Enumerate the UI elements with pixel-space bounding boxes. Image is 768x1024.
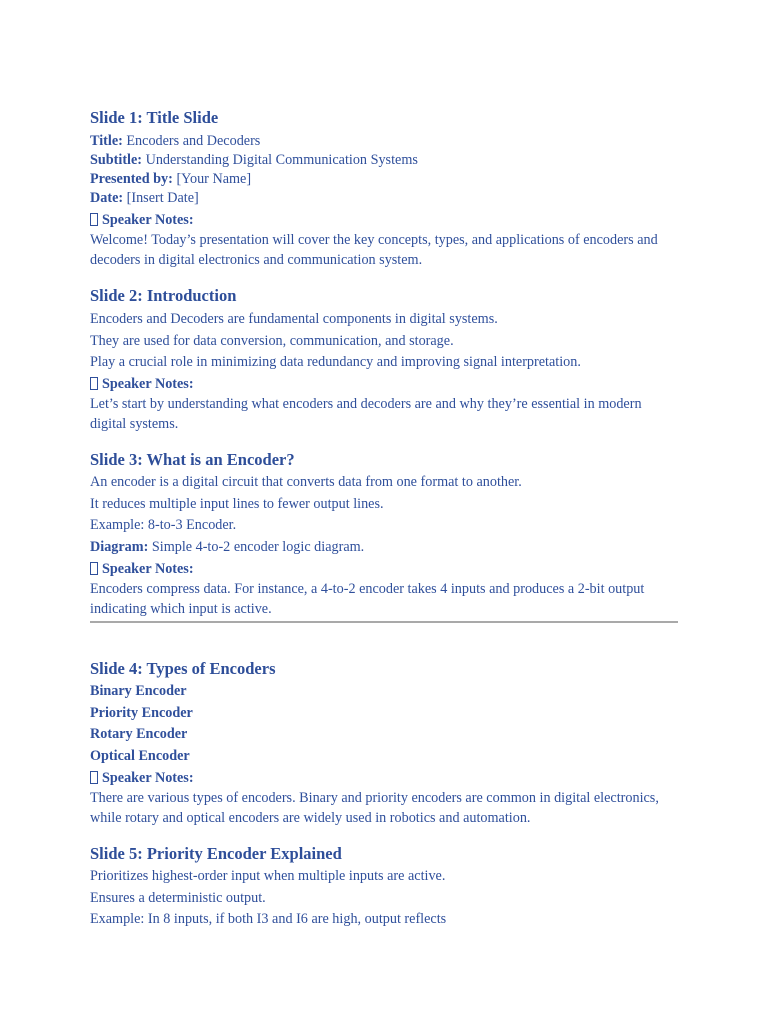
slide1-title-line bbox=[90, 132, 260, 152]
date-label: Date: bbox=[90, 190, 124, 206]
missing-glyph-icon bbox=[90, 213, 98, 226]
missing-glyph-icon bbox=[90, 377, 98, 390]
notes-label: Speaker Notes: bbox=[102, 770, 194, 786]
title-value: Encoders and Decoders bbox=[126, 133, 261, 149]
list-item: Rotary Encoder bbox=[90, 726, 188, 742]
slide2-notes-text: Let’s start by understanding what encoders and decoders are and why they’re essential in modern digital systems. bbox=[90, 396, 642, 432]
notes-label: Speaker Notes: bbox=[102, 376, 194, 392]
slide4-notes-label-line bbox=[90, 769, 194, 789]
slide2-heading: Slide 2: Introduction bbox=[90, 286, 237, 305]
slide3-notes-text: Encoders compress data. For instance, a 4-to-2 encoder takes 4 inputs and produces a 2-bit output indicating which input is active. bbox=[90, 581, 645, 617]
slide1-date-line bbox=[90, 189, 199, 209]
list-item: Play a crucial role in minimizing data redundancy and improving signal interpretation. bbox=[90, 354, 581, 370]
missing-glyph-icon bbox=[90, 562, 98, 575]
list-item: Priority Encoder bbox=[90, 705, 193, 721]
list-item: Binary Encoder bbox=[90, 683, 187, 699]
subtitle-value: Understanding Digital Communication Systems bbox=[145, 152, 418, 168]
diagram-label: Diagram: bbox=[90, 539, 149, 555]
slide1-presented-line bbox=[90, 170, 251, 190]
presented-label: Presented by: bbox=[90, 171, 173, 187]
diagram-value: Simple 4-to-2 encoder logic diagram. bbox=[151, 539, 365, 555]
list-item: An encoder is a digital circuit that converts data from one format to another. bbox=[90, 474, 522, 490]
list-item: Prioritizes highest-order input when multiple inputs are active. bbox=[90, 868, 446, 884]
list-item: Example: In 8 inputs, if both I3 and I6 are high, output reflects bbox=[90, 911, 447, 927]
slide4-heading: Slide 4: Types of Encoders bbox=[90, 659, 276, 678]
notes-label: Speaker Notes: bbox=[102, 212, 194, 228]
slide1-subtitle-line bbox=[90, 151, 418, 171]
slide4-notes-text: There are various types of encoders. Binary and priority encoders are common in digital electronics, while rotary and optical encoders are widely used in robotics and automation. bbox=[90, 790, 659, 826]
list-item: It reduces multiple input lines to fewer output lines. bbox=[90, 496, 384, 512]
list-item: Optical Encoder bbox=[90, 748, 190, 764]
date-value: [Insert Date] bbox=[126, 190, 199, 206]
notes-label: Speaker Notes: bbox=[102, 561, 194, 577]
list-item: Encoders and Decoders are fundamental components in digital systems. bbox=[90, 311, 498, 327]
list-item: Example: 8-to-3 Encoder. bbox=[90, 517, 237, 533]
slide1-heading: Slide 1: Title Slide bbox=[90, 108, 219, 127]
slide1-notes-text: Welcome! Today’s presentation will cover the key concepts, types, and applications of encoders and decoders in digital electronics and communication system. bbox=[90, 232, 658, 268]
horizontal-rule bbox=[90, 621, 678, 623]
slide1-notes-label-line bbox=[90, 211, 194, 231]
slide5-heading: Slide 5: Priority Encoder Explained bbox=[90, 844, 342, 863]
list-item: They are used for data conversion, communication, and storage. bbox=[90, 333, 454, 349]
presented-value: [Your Name] bbox=[176, 171, 252, 187]
list-item: Ensures a deterministic output. bbox=[90, 890, 266, 906]
missing-glyph-icon bbox=[90, 771, 98, 784]
slide2-notes-label-line bbox=[90, 375, 194, 395]
slide3-heading: Slide 3: What is an Encoder? bbox=[90, 450, 295, 469]
slide3-notes-label-line bbox=[90, 560, 194, 580]
slide3-diagram-line bbox=[90, 538, 364, 558]
subtitle-label: Subtitle: bbox=[90, 152, 143, 168]
title-label: Title: bbox=[90, 133, 123, 149]
